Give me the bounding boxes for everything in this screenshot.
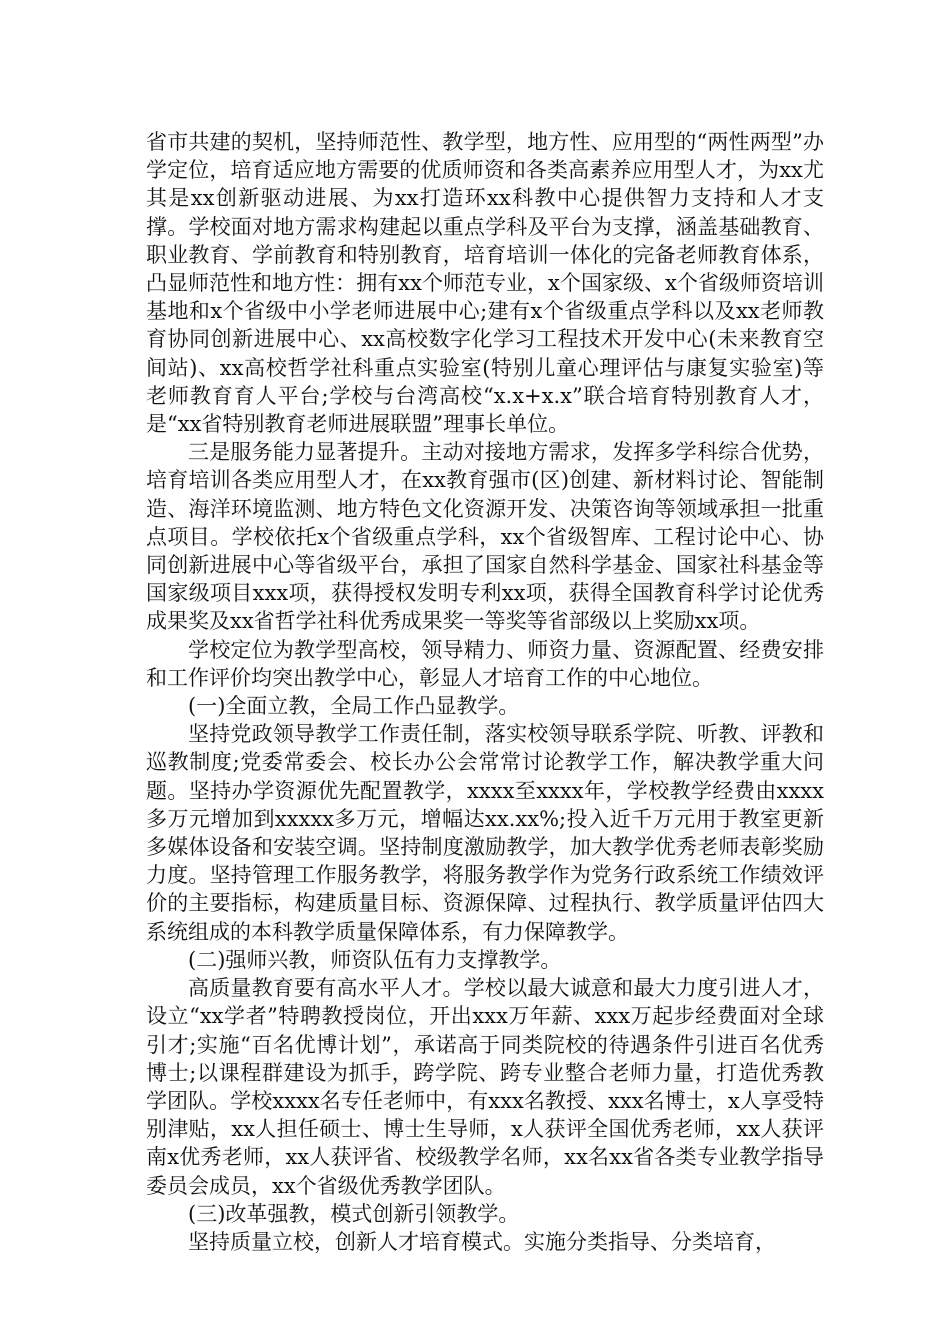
section-heading-3: (三)改革强教，模式创新引领教学。 — [188, 1201, 520, 1226]
section-heading-2: (二)强师兴教，师资队伍有力支撑教学。 — [188, 947, 562, 972]
paragraph-service-capacity: 三是服务能力显著提升。主动对接地方需求，发挥多学科综合优势，培育培训各类应用型人才，在xx教育强市(区)创建、新材料讨论、智能制造、海洋环境监测、地方特色文化资源开发、决策咨询等领域承担一批重点项目。学校依托x个省级重点学科，xx个省级智库、工程讨论中心、协同创新进展中心等省级平台，承担了国家自然科学基金、国家社科基金等国家级项目xxx项，获得授权发明专利xx项，获得全国教育科学讨论优秀成果奖及xx省哲学社科优秀成果奖一等奖等省部级以上奖励xx项。 — [146, 440, 824, 634]
paragraph-faculty: 高质量教育要有高水平人才。学校以最大诚意和最大力度引进人才，设立“xx学者”特聘教授岗位，开出xxx万年薪、xxx万起步经费面对全球引才;实施“百名优博计划”，承诺高于同类院校的待遇条件引进百名优秀博士;以课程群建设为抓手，跨学院、跨专业整合老师力量，打造优秀教学团队。学校xxxx名专任老师中，有xxx名教授、xxx名博士，x人享受特别津贴，xx人担任硕士、博士生导师，x人获评全国优秀老师，xx人获评南x优秀老师，xx人获评省、校级教学名师，xx名xx省各类专业教学指导委员会成员，xx个省级优秀教学团队。 — [146, 976, 824, 1198]
paragraph-reform: 坚持质量立校，创新人才培育模式。实施分类指导、分类培育， — [188, 1229, 776, 1254]
paragraph-school-positioning: 学校定位为教学型高校，领导精力、师资力量、资源配置、经费安排和工作评价均突出教学中心，彰显人才培育工作的中心地位。 — [146, 637, 824, 690]
paragraph-teaching-leadership: 坚持党政领导教学工作责任制，落实校领导联系学院、听教、评教和巡教制度;党委常委会、校长办公会常常讨论教学工作，解决教学重大问题。坚持办学资源优先配置教学，xxxx至xxxx年，学校教学经费由xxxx多万元增加到xxxxx多万元，增幅达xx.xx%;投入近千万元用于教室更新多媒体设备和安装空调。坚持制度激励教学，加大教学优秀老师表彰奖励力度。坚持管理工作服务教学，将服务教学作为党务行政系统工作绩效评价的主要指标，构建质量目标、资源保障、过程执行、教学质量评估四大系统组成的本科教学质量保障体系，有力保障教学。 — [146, 722, 824, 944]
section-heading-1: (一)全面立教，全局工作凸显教学。 — [188, 694, 520, 719]
document-page — [146, 128, 824, 1256]
paragraph-mission-continued: 省市共建的契机，坚持师范性、教学型，地方性、应用型的“两性两型”办学定位，培育适应地方需要的优质师资和各类高素养应用型人才，为xx尤其是xx创新驱动进展、为xx打造环xx科教中心提供智力支持和人才支撑。学校面对地方需求构建起以重点学科及平台为支撑，涵盖基础教育、职业教育、学前教育和特别教育，培育培训一体化的完备老师教育体系，凸显师范性和地方性：拥有xx个师范专业，x个国家级、x个省级师资培训基地和x个省级中小学老师进展中心;建有x个省级重点学科以及xx老师教育协同创新进展中心、xx高校数字化学习工程技术开发中心(未来教育空间站)、xx高校哲学社科重点实验室(特别儿童心理评估与康复实验室)等老师教育育人平台;学校与台湾高校“x.x+x.x”联合培育特别教育人才，是“xx省特别教育老师进展联盟”理事长单位。 — [146, 130, 824, 437]
